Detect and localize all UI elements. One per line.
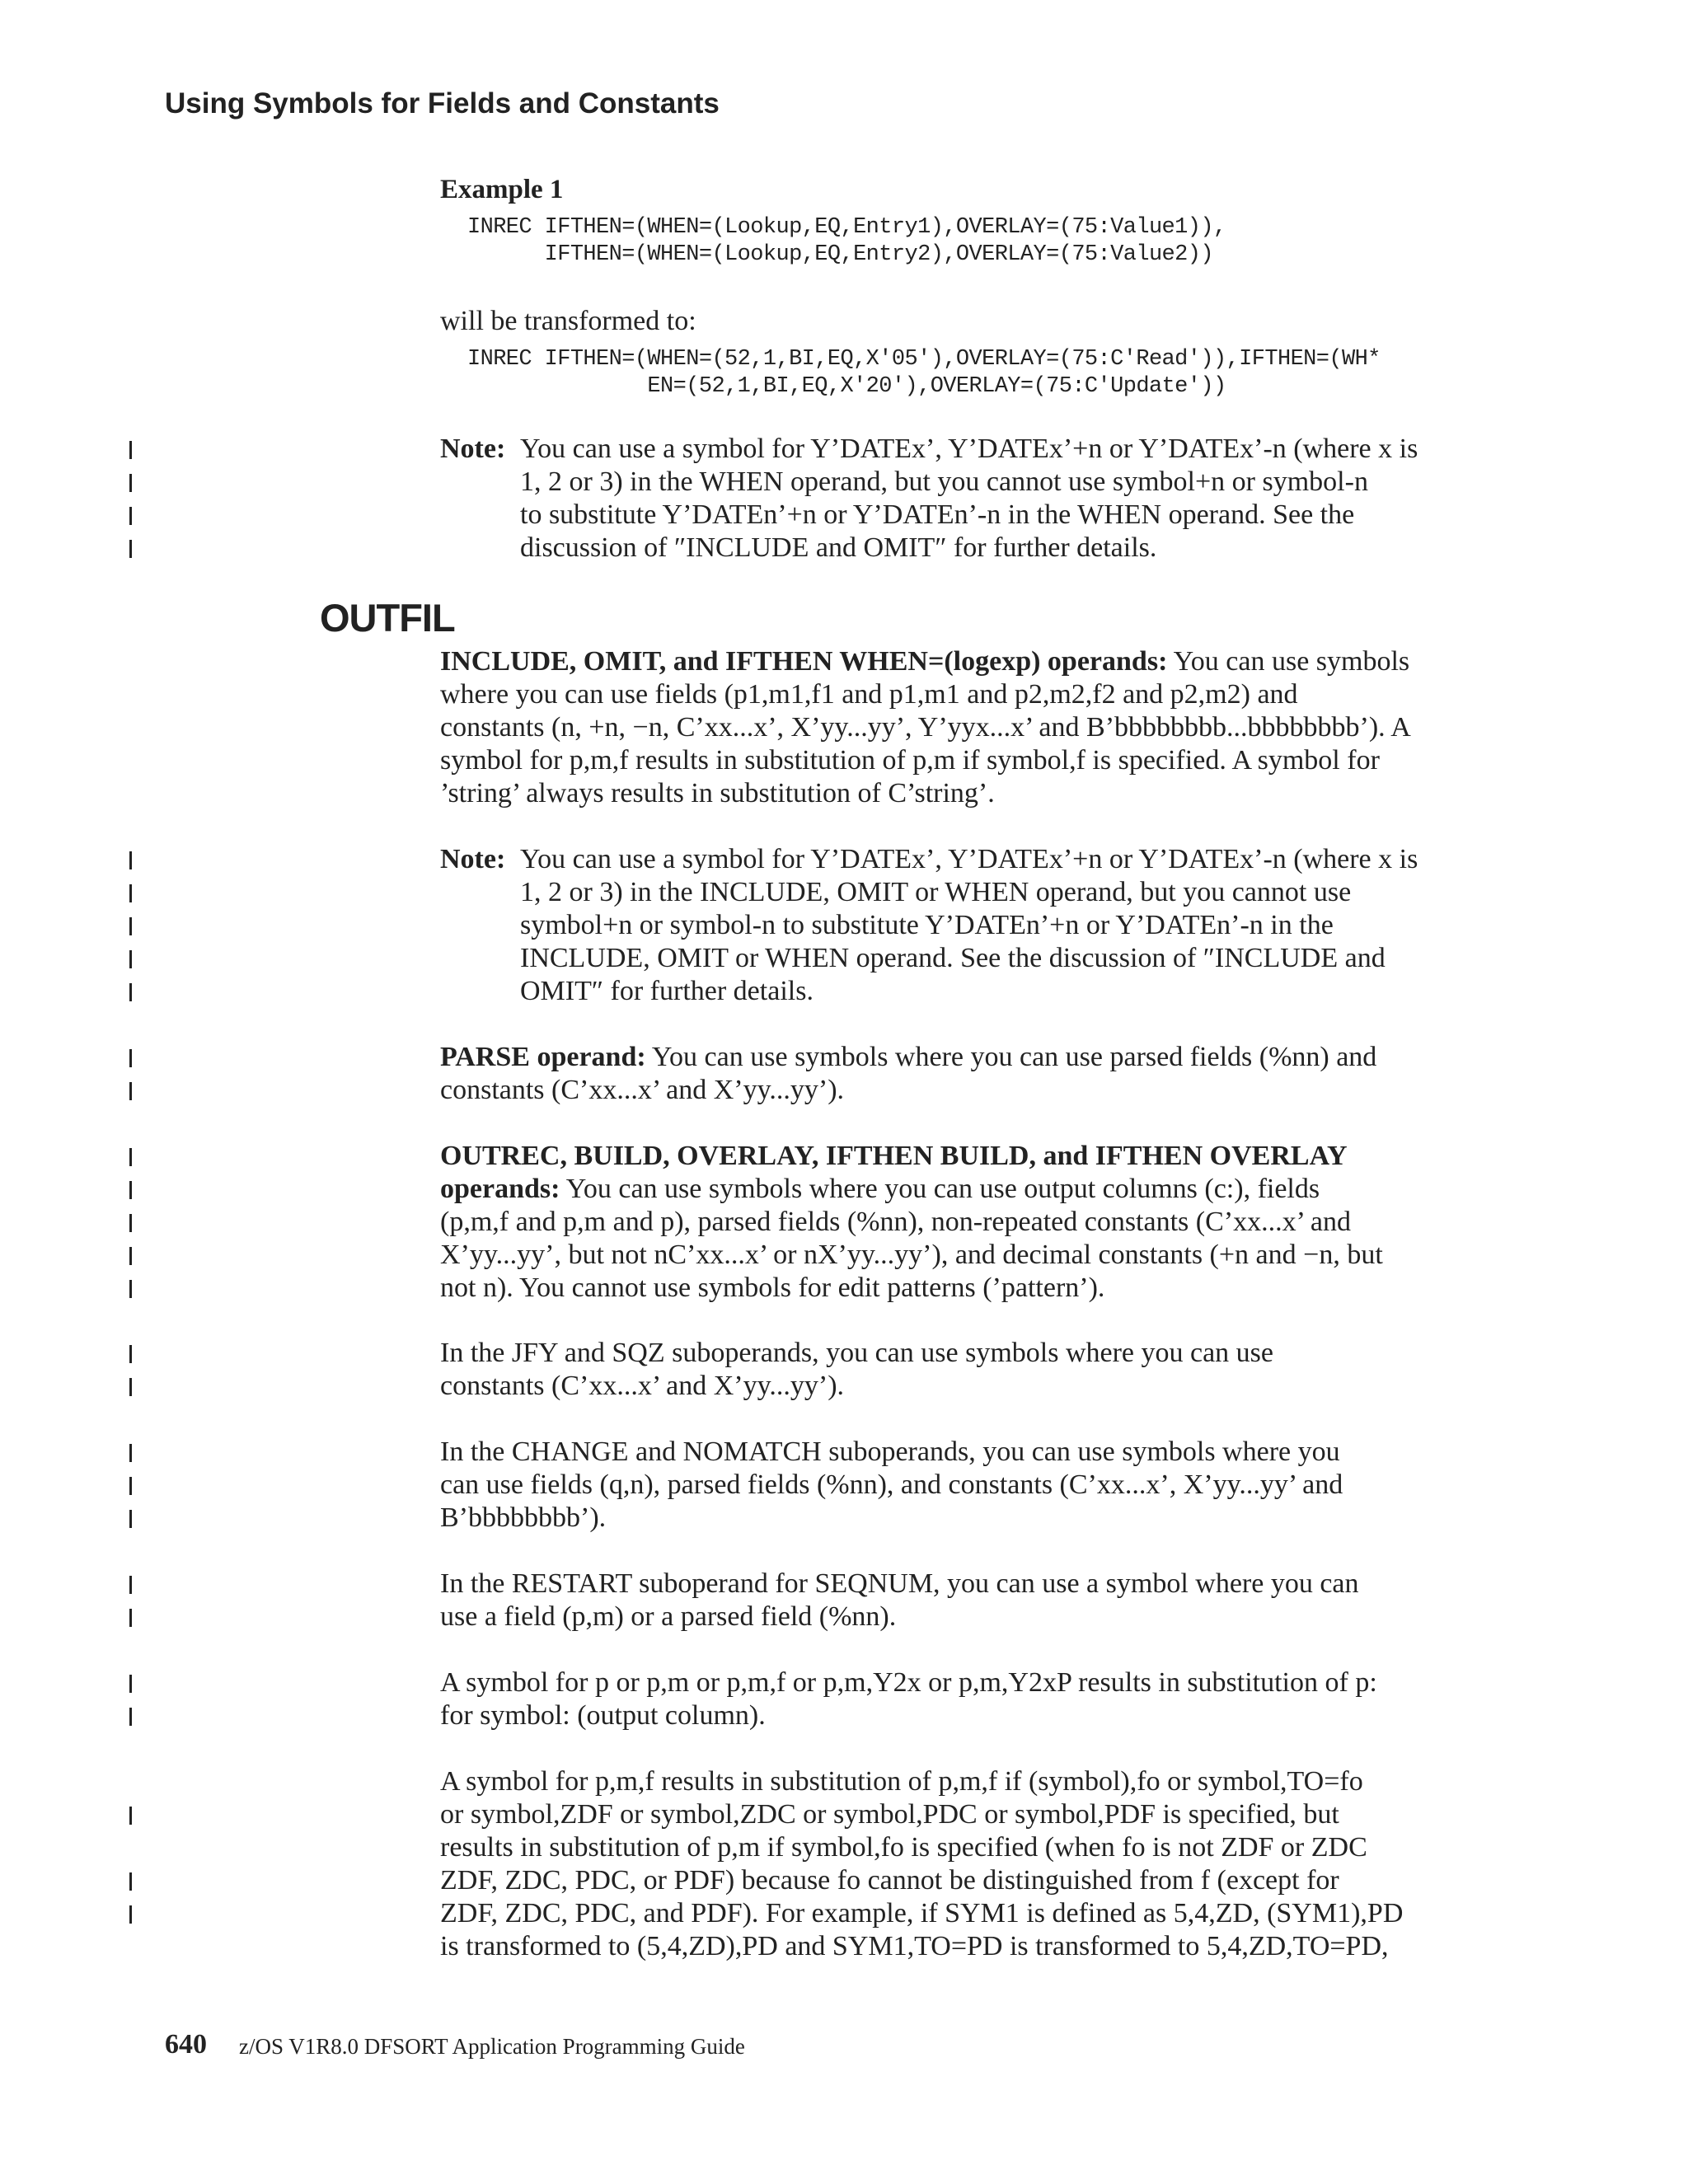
outrec-paragraph: [440, 1140, 1480, 1305]
note-when-operand: [440, 433, 1480, 565]
change-bar: [129, 507, 132, 525]
restart-paragraph: In the RESTART suboperand for SEQNUM, you can use a symbol where you can use a field (p,m) or a parsed field (%nn).: [440, 1568, 1359, 1632]
code-block-after: INREC IFTHEN=(WHEN=(52,1,BI,EQ,X'05'),OVERLAY=(75:C'Read')),IFTHEN=(WH* EN=(52,1,BI,EQ,X'20'),OVERLAY=(75:C'Update')): [467, 347, 1381, 399]
page-number: 640: [165, 2029, 207, 2060]
parse-paragraph: [440, 1041, 1480, 1107]
change-bar: [129, 983, 132, 1001]
change-bar: [129, 1082, 132, 1100]
change-bar: [129, 884, 132, 902]
change-bar: [129, 1049, 132, 1067]
outrec-lead: OUTREC, BUILD, OVERLAY, IFTHEN BUILD, and IFTHEN OVERLAY operands:: [440, 1141, 1348, 1204]
change-bar: [129, 851, 132, 869]
change-bar: [129, 1247, 132, 1265]
outfil-heading: OUTFIL: [320, 596, 455, 640]
change-bar: [129, 1444, 132, 1462]
note-label: Note:: [440, 434, 506, 464]
outrec-text: You can use symbols where you can use output columns (c:), fields (p,m,f and p,m and p), parsed fields (%nn), non-repeated constants (C’xx...x’ and X’yy...yy’, but not nC’xx...x’ or nX’yy...yy’), and decimal constants (+n and −n, but not n). You cannot use symbols for edit patterns (’pattern’).: [440, 1174, 1383, 1303]
running-title: Using Symbols for Fields and Constants: [165, 87, 720, 120]
note-first-line: You can use a symbol for Y’DATEx’, Y’DATEx’+n or Y’DATEx’-n (where x is: [520, 844, 1418, 874]
include-omit-lead: INCLUDE, OMIT, and IFTHEN WHEN=(logexp) operands:: [440, 646, 1168, 677]
change-bar: [129, 1807, 132, 1825]
change-bar: [129, 1905, 132, 1924]
symbol-pmf-paragraph: A symbol for p,m,f results in substitution of p,m,f if (symbol),fo or symbol,TO=fo or symbol,ZDF or symbol,ZDC or symbol,PDC or symbol,PDF is specified, but results in substitution of p,m if symbol,fo is specified (when fo is not ZDF or ZDC ZDF, ZDC, PDC, or PDF) because fo cannot be distinguished from f (except for ZDF, ZDC, PDC, and PDF). For example, if SYM1 is defined as 5,4,ZD, (SYM1),PD is transformed to (5,4,ZD),PD and SYM1,TO=PD is transformed to 5,4,ZD,TO=PD,: [440, 1766, 1404, 1961]
note-first-line: You can use a symbol for Y’DATEx’, Y’DATEx’+n or Y’DATEx’-n (where x is: [520, 434, 1418, 464]
change-bar: [129, 540, 132, 558]
change-bar: [129, 950, 132, 968]
include-omit-text: You can use symbols where you can use fields (p1,m1,f1 and p1,m1 and p2,m2,f2 and p2,m2) and constants (n, +n, −n, C’xx...x’, X’yy...yy’, Y’yyx...x’ and B’bbbbbbbb...bbbbbbbb’). A symbol for p,m,f results in substitution of p,m if symbol,f is specified. A symbol for ’string’ always results in substitution of C’string’.: [440, 646, 1411, 808]
change-bar: [129, 1148, 132, 1166]
parse-lead: PARSE operand:: [440, 1042, 646, 1072]
change-bar: [129, 474, 132, 492]
code-block-before: INREC IFTHEN=(WHEN=(Lookup,EQ,Entry1),OVERLAY=(75:Value1)), IFTHEN=(WHEN=(Lookup,EQ,Entry2),OVERLAY=(75:Value2)): [467, 215, 1226, 267]
book-title: z/OS V1R8.0 DFSORT Application Programming Guide: [239, 2034, 745, 2059]
change-bar: [129, 1708, 132, 1726]
change-bar: [129, 1378, 132, 1396]
change-bar: [129, 1510, 132, 1528]
note-include-omit: [440, 843, 1480, 1008]
example-1-heading: Example 1: [440, 175, 564, 204]
change-bar: [129, 1576, 132, 1594]
jfy-sqz-paragraph: In the JFY and SQZ suboperands, you can use symbols where you can use constants (C’xx...x’ and X’yy...yy’).: [440, 1338, 1274, 1401]
change-bar: [129, 1477, 132, 1495]
change-bar: [129, 1280, 132, 1298]
include-omit-paragraph: [440, 645, 1480, 810]
change-bar: [129, 1214, 132, 1232]
symbol-p-paragraph: A symbol for p or p,m or p,m,f or p,m,Y2x or p,m,Y2xP results in substitution of p: for symbol: (output column).: [440, 1667, 1377, 1731]
change-bar: [129, 1345, 132, 1363]
change-bar: [129, 1872, 132, 1891]
change-bar: [129, 1181, 132, 1199]
parse-text: You can use symbols where you can use parsed fields (%nn) and constants (C’xx...x’ and X’yy...yy’).: [440, 1042, 1377, 1105]
note-label: Note:: [440, 844, 506, 874]
transition-text: will be transformed to:: [440, 306, 696, 336]
change-bar: [129, 441, 132, 459]
note-body: 1, 2 or 3) in the WHEN operand, but you cannot use symbol+n or symbol-n to substitute Y’DATEn’+n or Y’DATEn’-n in the WHEN operand. See the discussion of ″INCLUDE and OMIT″ for further details.: [520, 466, 1368, 563]
change-nomatch-paragraph: In the CHANGE and NOMATCH suboperands, you can use symbols where you can use fields (q,n), parsed fields (%nn), and constants (C’xx...x’, X’yy...yy’ and B’bbbbbbbb’).: [440, 1436, 1343, 1533]
change-bar: [129, 917, 132, 935]
change-bar: [129, 1609, 132, 1627]
change-bar: [129, 1675, 132, 1693]
note-body: 1, 2 or 3) in the INCLUDE, OMIT or WHEN operand, but you cannot use symbol+n or symbol-n to substitute Y’DATEn’+n or Y’DATEn’-n in the INCLUDE, OMIT or WHEN operand. See the discussion of ″INCLUDE and OMIT″ for further details.: [520, 877, 1386, 1006]
